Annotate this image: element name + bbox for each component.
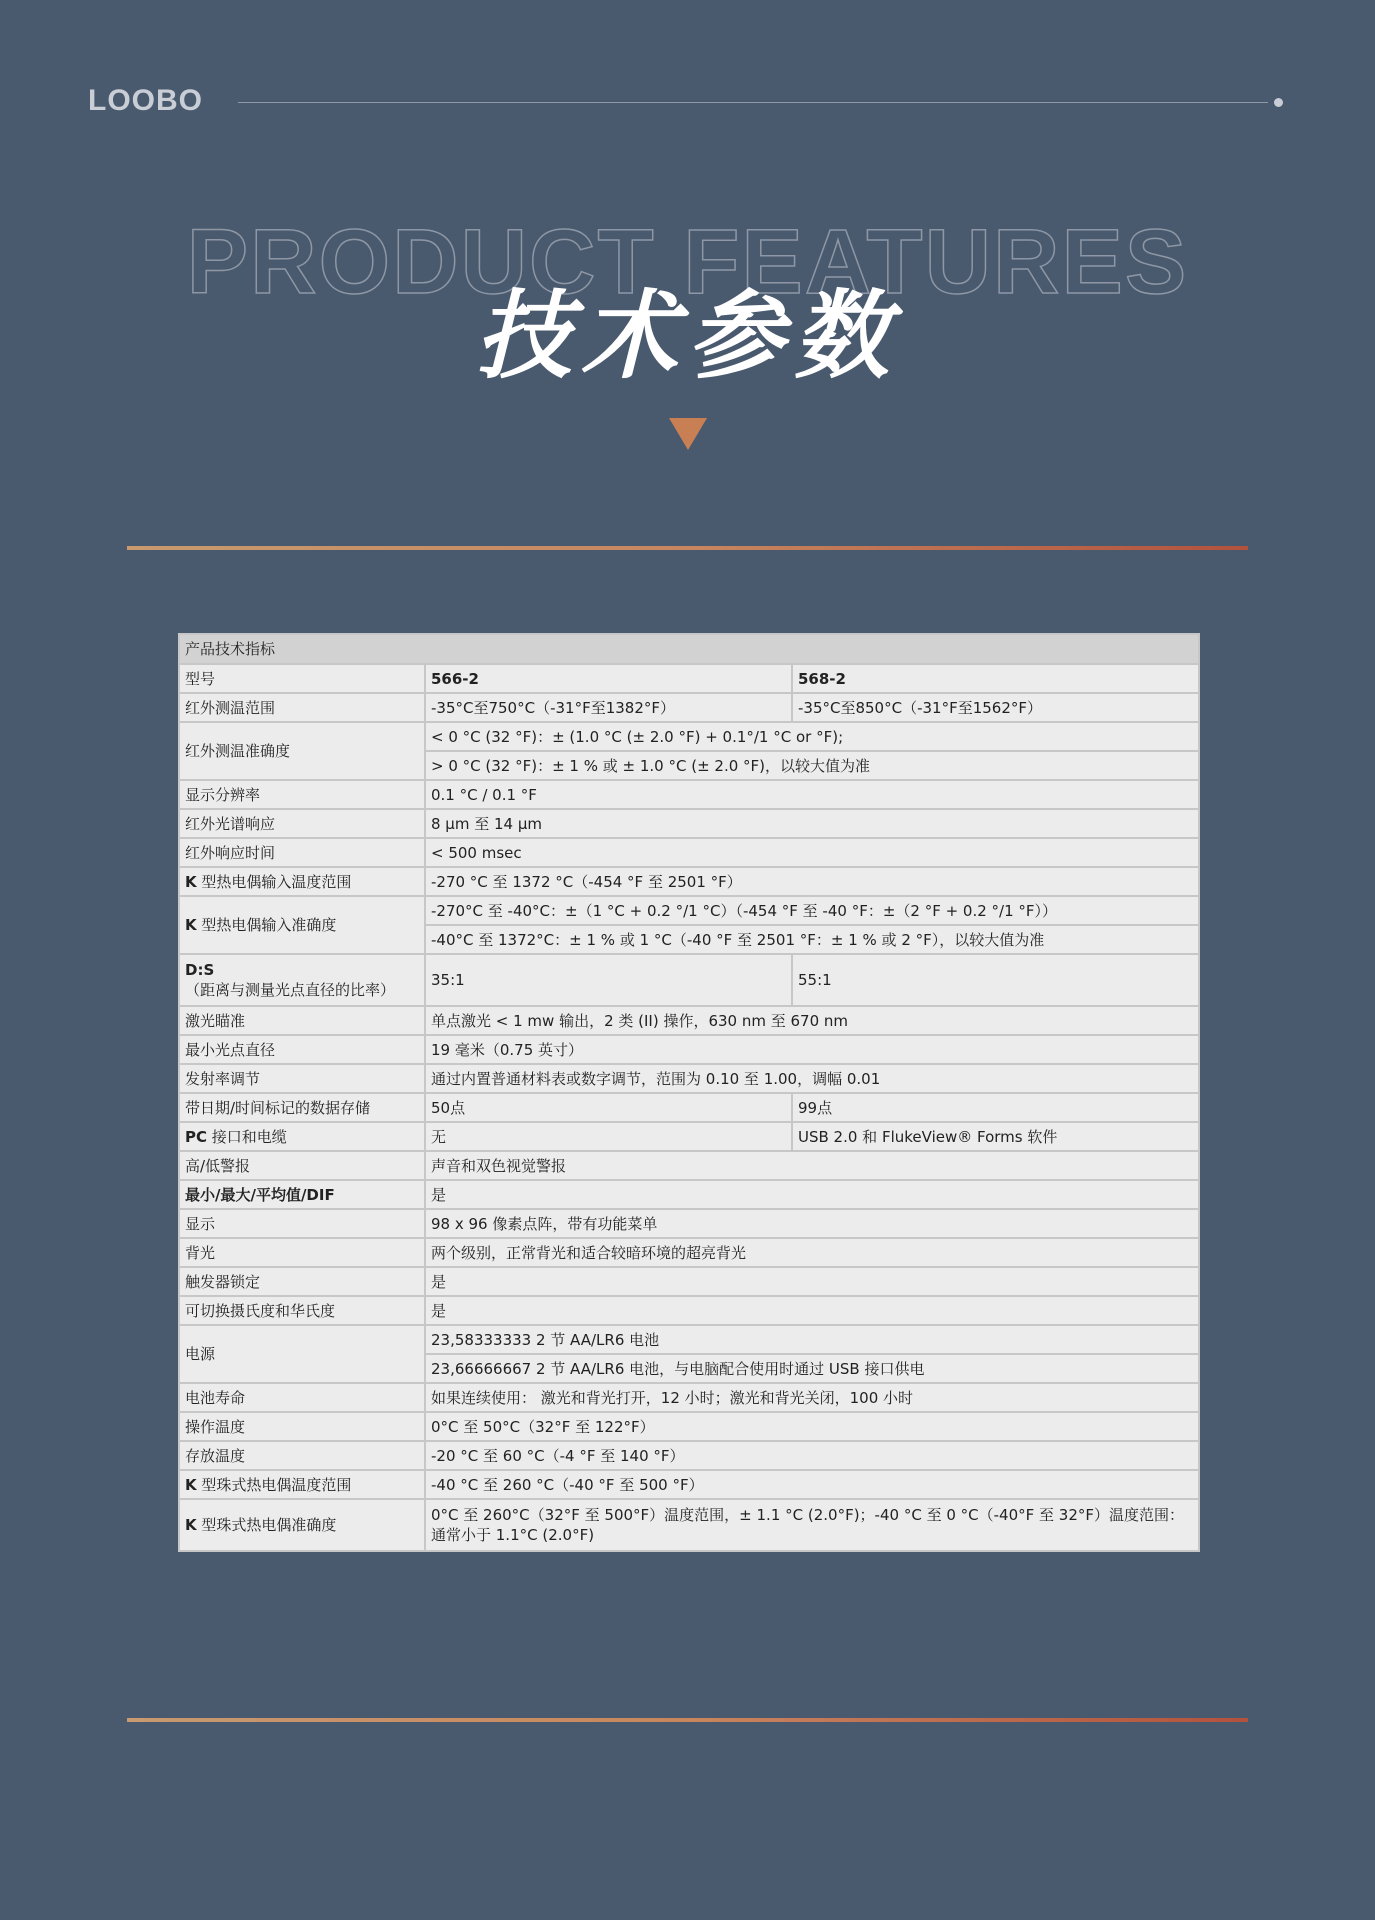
- row-label: 红外光谱响应: [179, 809, 425, 838]
- title-block: [0, 210, 1375, 392]
- row-label: 红外测温准确度: [179, 722, 425, 780]
- cell-value: 23,66666667 2 节 AA/LR6 电池，与电脑配合使用时通过 USB 接口供电: [425, 1354, 1199, 1383]
- cell-value: 声音和双色视觉警报: [425, 1151, 1199, 1180]
- label-text: 型珠式热电偶温度范围: [196, 1475, 352, 1494]
- cell-value: 23,58333333 2 节 AA/LR6 电池: [425, 1325, 1199, 1354]
- row-label: 显示分辨率: [179, 780, 425, 809]
- model-a: 566-2: [425, 664, 792, 693]
- bottom-divider: [127, 1718, 1248, 1722]
- triangle-down-icon: [669, 418, 707, 450]
- cell-value: 0°C 至 260°C（32°F 至 500°F）温度范围，± 1.1 °C (2.0°F)；-40 °C 至 0 °C（-40°F 至 32°F）温度范围：通常小于 1.1°C (2.0°F): [425, 1499, 1199, 1551]
- label-text: 接口和电缆: [207, 1127, 287, 1146]
- row-label: [179, 1470, 425, 1499]
- cell-value: -35°C至850°C（-31°F至1562°F）: [792, 693, 1199, 722]
- cell-value: -35°C至750°C（-31°F至1382°F）: [425, 693, 792, 722]
- row-label: [179, 896, 425, 954]
- cell-value: -270°C 至 -40°C：±（1 °C + 0.2 °/1 °C）（-454 °F 至 -40 °F：±（2 °F + 0.2 °/1 °F））: [425, 896, 1199, 925]
- label-text: 型热电偶输入准确度: [196, 916, 337, 934]
- row-label: 触发器锁定: [179, 1267, 425, 1296]
- cell-value: 是: [425, 1267, 1199, 1296]
- row-label: [179, 867, 425, 896]
- cell-value: 单点激光 < 1 mw 输出，2 类 (II) 操作，630 nm 至 670 nm: [425, 1006, 1199, 1035]
- cell-value: 0°C 至 50°C（32°F 至 122°F）: [425, 1412, 1199, 1441]
- table-row: [179, 664, 1199, 693]
- title-english: PRODUCT FEATURES: [186, 211, 1189, 313]
- row-label: 电池寿命: [179, 1383, 425, 1412]
- cell-value: 55:1: [792, 954, 1199, 1006]
- label-text: 型热电偶输入温度范围: [196, 872, 352, 891]
- table-row: [179, 1499, 1199, 1551]
- row-label: 电源: [179, 1325, 425, 1383]
- table-row: [179, 1267, 1199, 1296]
- row-label: 发射率调节: [179, 1064, 425, 1093]
- table-row: [179, 1035, 1199, 1064]
- table-row: [179, 693, 1199, 722]
- spec-table: [178, 633, 1200, 1552]
- model-b: 568-2: [792, 664, 1199, 693]
- label-prefix: K: [185, 916, 197, 934]
- cell-value: USB 2.0 和 FlukeView® Forms 软件: [792, 1122, 1199, 1151]
- row-label: 带日期/时间标记的数据存储: [179, 1093, 425, 1122]
- cell-value: 99点: [792, 1093, 1199, 1122]
- header-divider: [238, 102, 1268, 103]
- label-prefix: K: [185, 872, 197, 891]
- row-label: [179, 954, 425, 1006]
- table-row: [179, 838, 1199, 867]
- cell-value: 通过内置普通材料表或数字调节，范围为 0.10 至 1.00，调幅 0.01: [425, 1064, 1199, 1093]
- label-prefix: K: [185, 1516, 197, 1534]
- label-prefix: K: [185, 1475, 197, 1494]
- label-prefix: D:S: [185, 961, 215, 979]
- cell-value: 是: [425, 1296, 1199, 1325]
- cell-value: 两个级别，正常背光和适合较暗环境的超亮背光: [425, 1238, 1199, 1267]
- cell-value: 8 μm 至 14 μm: [425, 809, 1199, 838]
- row-label: 操作温度: [179, 1412, 425, 1441]
- cell-value: > 0 °C (32 °F)：± 1 % 或 ± 1.0 °C (± 2.0 °F)，以较大值为准: [425, 751, 1199, 780]
- cell-value: 是: [425, 1180, 1199, 1209]
- table-row: [179, 1180, 1199, 1209]
- row-label: 红外响应时间: [179, 838, 425, 867]
- table-row: [179, 1238, 1199, 1267]
- cell-value: -20 °C 至 60 °C（-4 °F 至 140 °F）: [425, 1441, 1199, 1470]
- row-label: 红外测温范围: [179, 693, 425, 722]
- cell-value: 35:1: [425, 954, 792, 1006]
- table-row: [179, 1441, 1199, 1470]
- table-row: [179, 1006, 1199, 1035]
- label-prefix: PC: [185, 1127, 208, 1146]
- table-caption: 产品技术指标: [179, 634, 1199, 664]
- row-label: [179, 1122, 425, 1151]
- top-divider: [127, 546, 1248, 550]
- cell-value: 如果连续使用： 激光和背光打开，12 小时；激光和背光关闭，100 小时: [425, 1383, 1199, 1412]
- page-header: [88, 84, 1288, 124]
- table-caption-row: [179, 634, 1199, 664]
- table-row: [179, 1122, 1199, 1151]
- table-row: [179, 954, 1199, 1006]
- cell-value: 50点: [425, 1093, 792, 1122]
- table-row: [179, 896, 1199, 925]
- row-label: 最小/最大/平均值/DIF: [179, 1180, 425, 1209]
- table-row: [179, 1209, 1199, 1238]
- row-label: 存放温度: [179, 1441, 425, 1470]
- cell-value: < 500 msec: [425, 838, 1199, 867]
- row-label: 激光瞄准: [179, 1006, 425, 1035]
- page-title: 技术参数: [475, 280, 900, 392]
- table-row: [179, 722, 1199, 751]
- table-row: [179, 1151, 1199, 1180]
- table-row: [179, 809, 1199, 838]
- row-label: 高/低警报: [179, 1151, 425, 1180]
- cell-value: 无: [425, 1122, 792, 1151]
- cell-value: < 0 °C (32 °F)：± (1.0 °C (± 2.0 °F) + 0.1°/1 °C or °F);: [425, 722, 1199, 751]
- brand-logo: LOOBO: [88, 84, 203, 117]
- row-label: 可切换摄氏度和华氏度: [179, 1296, 425, 1325]
- cell-value: -270 °C 至 1372 °C（-454 °F 至 2501 °F）: [425, 867, 1199, 896]
- table-row: [179, 1383, 1199, 1412]
- row-label: [179, 1499, 425, 1551]
- cell-value: 19 毫米（0.75 英寸）: [425, 1035, 1199, 1064]
- row-label: 最小光点直径: [179, 1035, 425, 1064]
- row-label: 显示: [179, 1209, 425, 1238]
- cell-value: 0.1 °C / 0.1 °F: [425, 780, 1199, 809]
- cell-value: -40°C 至 1372°C：± 1 % 或 1 °C（-40 °F 至 2501 °F：± 1 % 或 2 °F），以较大值为准: [425, 925, 1199, 954]
- header-dot-icon: [1274, 98, 1283, 107]
- label-text: （距离与测量光点直径的比率）: [185, 981, 396, 999]
- table-row: [179, 1470, 1199, 1499]
- cell-value: 98 x 96 像素点阵，带有功能菜单: [425, 1209, 1199, 1238]
- table-row: [179, 1093, 1199, 1122]
- label-text: 型珠式热电偶准确度: [196, 1516, 337, 1534]
- table-row: [179, 1064, 1199, 1093]
- table-row: [179, 1412, 1199, 1441]
- cell-value: -40 °C 至 260 °C（-40 °F 至 500 °F）: [425, 1470, 1199, 1499]
- row-label: 背光: [179, 1238, 425, 1267]
- table-row: [179, 867, 1199, 896]
- table-row: [179, 1296, 1199, 1325]
- table-row: [179, 1325, 1199, 1354]
- table-row: [179, 780, 1199, 809]
- row-label: 型号: [179, 664, 425, 693]
